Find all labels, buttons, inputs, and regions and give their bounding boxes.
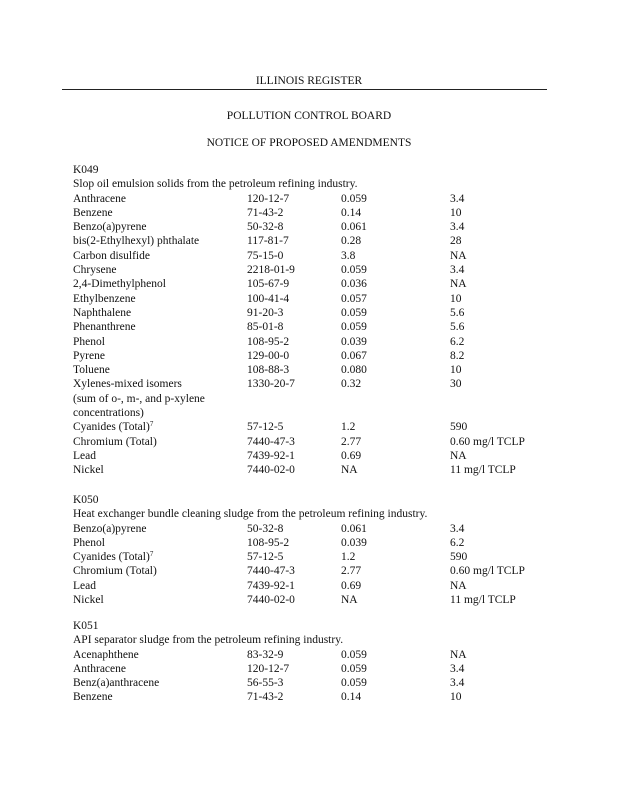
cas-number	[247, 306, 283, 320]
table-row	[73, 277, 553, 291]
constituent-name-text: Chrysene	[73, 264, 117, 277]
nonwastewater-standard	[450, 449, 467, 463]
constituent-name-text: Cyanides (Total)	[73, 421, 150, 434]
wastewater-standard-text: 0.039	[341, 536, 367, 549]
footnote-marker: 7	[149, 420, 154, 429]
nonwastewater-standard	[450, 234, 462, 248]
cas-number	[247, 579, 295, 593]
nonwastewater-standard-text: 3.4	[450, 662, 465, 675]
section-k049	[73, 163, 553, 478]
constituent-name-text: concentrations)	[73, 407, 144, 420]
header-rule	[62, 89, 547, 90]
cas-number	[247, 249, 283, 263]
constituent-name	[73, 690, 113, 704]
wastewater-standard-text: 0.039	[341, 335, 367, 348]
constituent-name-text: Chromium (Total)	[73, 565, 157, 578]
wastewater-standard	[341, 536, 367, 550]
constituent-name-text: Acenaphthene	[73, 648, 139, 661]
nonwastewater-standard-text: 3.4	[450, 264, 465, 277]
cas-number	[247, 522, 283, 536]
table-row	[73, 522, 553, 536]
cas-number	[247, 420, 283, 434]
nonwastewater-standard-text: 3.4	[450, 192, 465, 205]
cas-number	[247, 690, 283, 704]
nonwastewater-standard-text: 5.6	[450, 321, 465, 334]
wastewater-standard	[341, 349, 367, 363]
nonwastewater-standard-text: 3.4	[450, 221, 465, 234]
constituent-name	[73, 320, 136, 334]
wastewater-standard-text: 0.14	[341, 206, 362, 219]
constituent-name-text: (sum of o-, m-, and p-xylene	[73, 392, 205, 405]
cas-number	[247, 662, 289, 676]
wastewater-standard	[341, 320, 367, 334]
wastewater-standard-text: 0.32	[341, 378, 362, 391]
constituent-name-text: 2,4-Dimethylphenol	[73, 278, 166, 291]
nonwastewater-standard-text: 11 mg/l TCLP	[450, 464, 516, 477]
constituent-name	[73, 662, 126, 676]
cas-number-text: 108-88-3	[247, 364, 290, 377]
section-k051	[73, 619, 553, 705]
wastewater-standard	[341, 690, 361, 704]
constituent-name	[73, 593, 104, 607]
wastewater-standard-text: NA	[341, 594, 358, 607]
table-row	[73, 363, 553, 377]
table-row	[73, 449, 553, 463]
constituent-name-text: Anthracene	[73, 662, 126, 675]
table-row	[73, 564, 553, 578]
cas-number	[247, 206, 283, 220]
table-row	[73, 335, 553, 349]
cas-number-text: 7439-92-1	[247, 579, 295, 592]
wastewater-standard-text: 0.059	[341, 192, 367, 205]
cas-number-text: 7440-47-3	[247, 565, 295, 578]
nonwastewater-standard-text: NA	[450, 249, 467, 262]
constituent-name	[73, 306, 131, 320]
nonwastewater-standard-text: NA	[450, 449, 467, 462]
constituent-name	[73, 449, 96, 463]
wastewater-standard-text: 0.080	[341, 364, 367, 377]
nonwastewater-standard	[450, 690, 462, 704]
cas-number	[247, 676, 283, 690]
wastewater-standard	[341, 463, 358, 477]
cas-number-text: 100-41-4	[247, 292, 290, 305]
constituent-name	[73, 648, 139, 662]
wastewater-standard-text: 0.061	[341, 522, 367, 535]
constituent-name	[73, 292, 136, 306]
nonwastewater-standard-text: 590	[450, 421, 468, 434]
constituent-name	[73, 192, 126, 206]
cas-number-text: 108-95-2	[247, 536, 290, 549]
nonwastewater-standard-text: 11 mg/l TCLP	[450, 594, 516, 607]
wastewater-standard-text: 0.059	[341, 648, 367, 661]
cas-number-text: 2218-01-9	[247, 264, 295, 277]
nonwastewater-standard	[450, 662, 464, 676]
waste-code: K050	[73, 494, 99, 506]
nonwastewater-standard-text: 10	[450, 691, 462, 704]
wastewater-standard	[341, 263, 367, 277]
constituent-name	[73, 406, 144, 420]
cas-number	[247, 648, 283, 662]
nonwastewater-standard-text: 30	[450, 378, 462, 391]
wastewater-standard	[341, 206, 361, 220]
wastewater-standard	[341, 377, 361, 391]
wastewater-standard-text: 1.2	[341, 551, 356, 564]
constituent-name	[73, 463, 104, 477]
constituent-name	[73, 363, 110, 377]
constituent-name-text: Benz(a)anthracene	[73, 677, 160, 690]
cas-number-text: 120-12-7	[247, 192, 290, 205]
nonwastewater-standard-text: 0.60 mg/l TCLP	[450, 435, 525, 448]
constituent-name-text: Phenol	[73, 335, 105, 348]
constituent-name	[73, 377, 182, 391]
wastewater-standard	[341, 335, 367, 349]
table-row	[73, 263, 553, 277]
wastewater-standard	[341, 662, 367, 676]
constituent-name-text: Benzo(a)pyrene	[73, 221, 147, 234]
wastewater-standard-text: 0.067	[341, 349, 367, 362]
nonwastewater-standard-text: 6.2	[450, 536, 465, 549]
constituent-name	[73, 234, 199, 248]
board-title: POLLUTION CONTROL BOARD	[226, 110, 392, 122]
constituent-name	[73, 206, 113, 220]
nonwastewater-standard	[450, 676, 464, 690]
nonwastewater-standard-text: 5.6	[450, 306, 465, 319]
nonwastewater-standard	[450, 335, 464, 349]
cas-number	[247, 564, 295, 578]
wastewater-standard	[341, 306, 367, 320]
constituent-name-text: Lead	[73, 449, 96, 462]
cas-number	[247, 192, 289, 206]
constituent-name-text: Cyanides (Total)	[73, 551, 150, 564]
cas-number	[247, 593, 295, 607]
wastewater-standard	[341, 363, 367, 377]
wastewater-standard-text: 0.28	[341, 235, 362, 248]
constituent-name-text: Toluene	[73, 364, 110, 377]
waste-code: K051	[73, 620, 99, 632]
constituent-name	[73, 249, 150, 263]
constituent-name-text: bis(2-Ethylhexyl) phthalate	[73, 235, 200, 248]
nonwastewater-standard-text: NA	[450, 648, 467, 661]
cas-number-text: 7440-02-0	[247, 594, 295, 607]
wastewater-standard	[341, 292, 367, 306]
table-row	[73, 648, 553, 662]
nonwastewater-standard	[450, 306, 464, 320]
nonwastewater-standard	[450, 593, 516, 607]
cas-number-text: 117-81-7	[247, 235, 289, 248]
nonwastewater-standard	[450, 220, 464, 234]
wastewater-standard-text: 2.77	[341, 565, 362, 578]
table-row	[73, 406, 553, 420]
constituent-name-text: Xylenes-mixed isomers	[73, 378, 182, 391]
nonwastewater-standard	[450, 349, 464, 363]
cas-number-text: 129-00-0	[247, 349, 290, 362]
wastewater-standard-text: 3.8	[341, 249, 356, 262]
constituent-name-text: Nickel	[73, 464, 104, 477]
nonwastewater-standard	[450, 249, 467, 263]
nonwastewater-standard-text: NA	[450, 579, 467, 592]
constituent-name	[73, 564, 157, 578]
table-row	[73, 420, 553, 434]
constituent-name	[73, 349, 105, 363]
constituent-name	[73, 676, 159, 690]
wastewater-standard	[341, 220, 367, 234]
constituent-name	[73, 536, 105, 550]
constituent-name	[73, 420, 153, 434]
cas-number	[247, 449, 295, 463]
constituent-name-text: Nickel	[73, 594, 104, 607]
wastewater-standard	[341, 676, 367, 690]
table-row	[73, 192, 553, 206]
cas-number-text: 50-32-8	[247, 221, 284, 234]
cas-number-text: 75-15-0	[247, 249, 284, 262]
nonwastewater-standard	[450, 536, 464, 550]
wastewater-standard-text: 0.061	[341, 221, 367, 234]
constituent-name	[73, 579, 96, 593]
register-title: ILLINOIS REGISTER	[255, 75, 363, 87]
constituent-name-text: Pyrene	[73, 349, 105, 362]
constituent-name-text: Ethylbenzene	[73, 292, 136, 305]
cas-number	[247, 277, 289, 291]
wastewater-standard	[341, 192, 367, 206]
constituent-name-text: Benzene	[73, 691, 113, 704]
cas-number	[247, 220, 283, 234]
nonwastewater-standard-text: 3.4	[450, 677, 465, 690]
nonwastewater-standard-text: 590	[450, 551, 468, 564]
table-row	[73, 249, 553, 263]
cas-number-text: 83-32-9	[247, 648, 284, 661]
table-row	[73, 435, 553, 449]
waste-description: Heat exchanger bundle cleaning sludge from the petroleum refining industry.	[73, 508, 428, 521]
wastewater-standard	[341, 564, 361, 578]
nonwastewater-standard	[450, 648, 467, 662]
wastewater-standard-text: 0.059	[341, 677, 367, 690]
constituent-name	[73, 263, 116, 277]
section-k050	[73, 493, 553, 607]
wastewater-standard-text: 0.059	[341, 264, 367, 277]
constituent-name	[73, 220, 146, 234]
nonwastewater-standard-text: 8.2	[450, 349, 465, 362]
cas-number	[247, 463, 295, 477]
constituent-name-text: Carbon disulfide	[73, 249, 150, 262]
cas-number-text: 1330-20-7	[247, 378, 295, 391]
nonwastewater-standard-text: 3.4	[450, 522, 465, 535]
table-row	[73, 349, 553, 363]
constituent-name	[73, 522, 146, 536]
cas-number-text: 105-67-9	[247, 278, 290, 291]
footnote-marker: 7	[149, 550, 154, 559]
constituent-name-text: Lead	[73, 579, 96, 592]
nonwastewater-standard-text: 10	[450, 206, 462, 219]
wastewater-standard-text: 0.69	[341, 449, 362, 462]
cas-number-text: 71-43-2	[247, 206, 284, 219]
wastewater-standard-text: 0.059	[341, 662, 367, 675]
nonwastewater-standard	[450, 206, 462, 220]
constituent-name	[73, 335, 105, 349]
wastewater-standard-text: 0.057	[341, 292, 367, 305]
cas-number-text: 91-20-3	[247, 306, 284, 319]
wastewater-standard	[341, 435, 361, 449]
cas-number	[247, 292, 289, 306]
wastewater-standard	[341, 277, 367, 291]
wastewater-standard	[341, 449, 361, 463]
cas-number	[247, 335, 289, 349]
constituent-name-text: Anthracene	[73, 192, 126, 205]
nonwastewater-standard-text: NA	[450, 278, 467, 291]
cas-number	[247, 377, 295, 391]
cas-number	[247, 320, 283, 334]
nonwastewater-standard-text: 10	[450, 292, 462, 305]
nonwastewater-standard-text: 6.2	[450, 335, 465, 348]
nonwastewater-standard-text: 10	[450, 364, 462, 377]
waste-description: Slop oil emulsion solids from the petroleum refining industry.	[73, 178, 358, 191]
wastewater-standard-text: 2.77	[341, 435, 362, 448]
constituent-name	[73, 277, 166, 291]
cas-number-text: 7439-92-1	[247, 449, 295, 462]
table-row	[73, 320, 553, 334]
cas-number	[247, 349, 289, 363]
table-row	[73, 690, 553, 704]
cas-number	[247, 550, 283, 564]
wastewater-standard	[341, 420, 355, 434]
notice-title: NOTICE OF PROPOSED AMENDMENTS	[206, 137, 412, 149]
waste-code: K049	[73, 164, 99, 176]
cas-number-text: 57-12-5	[247, 421, 284, 434]
wastewater-standard	[341, 550, 355, 564]
nonwastewater-standard	[450, 579, 467, 593]
cas-number	[247, 234, 289, 248]
constituent-name	[73, 392, 205, 406]
cas-number	[247, 263, 295, 277]
nonwastewater-standard	[450, 192, 464, 206]
nonwastewater-standard	[450, 564, 525, 578]
nonwastewater-standard	[450, 463, 516, 477]
wastewater-standard	[341, 579, 361, 593]
table-row	[73, 662, 553, 676]
cas-number	[247, 536, 289, 550]
wastewater-standard-text: 0.059	[341, 321, 367, 334]
cas-number-text: 7440-02-0	[247, 464, 295, 477]
nonwastewater-standard	[450, 522, 464, 536]
table-row	[73, 377, 553, 391]
nonwastewater-standard	[450, 363, 462, 377]
constituent-name-text: Benzo(a)pyrene	[73, 522, 147, 535]
table-row	[73, 536, 553, 550]
nonwastewater-standard	[450, 550, 467, 564]
table-row	[73, 220, 553, 234]
table-row	[73, 579, 553, 593]
nonwastewater-standard	[450, 320, 464, 334]
constituent-name-text: Naphthalene	[73, 306, 132, 319]
nonwastewater-standard	[450, 435, 525, 449]
constituent-name-text: Phenol	[73, 536, 105, 549]
wastewater-standard	[341, 648, 367, 662]
wastewater-standard-text: 0.059	[341, 306, 367, 319]
cas-number-text: 85-01-8	[247, 321, 284, 334]
wastewater-standard-text: NA	[341, 464, 358, 477]
cas-number	[247, 435, 295, 449]
wastewater-standard	[341, 593, 358, 607]
wastewater-standard-text: 0.036	[341, 278, 367, 291]
table-row	[73, 463, 553, 477]
cas-number-text: 57-12-5	[247, 551, 284, 564]
table-row	[73, 593, 553, 607]
cas-number-text: 108-95-2	[247, 335, 290, 348]
nonwastewater-standard-text: 28	[450, 235, 462, 248]
table-row	[73, 392, 553, 406]
table-row	[73, 676, 553, 690]
table-row	[73, 550, 553, 564]
cas-number-text: 120-12-7	[247, 662, 290, 675]
table-row	[73, 306, 553, 320]
nonwastewater-standard	[450, 292, 462, 306]
wastewater-standard-text: 0.14	[341, 691, 362, 704]
table-row	[73, 234, 553, 248]
wastewater-standard-text: 1.2	[341, 421, 356, 434]
wastewater-standard	[341, 234, 361, 248]
nonwastewater-standard	[450, 263, 464, 277]
nonwastewater-standard	[450, 377, 462, 391]
constituent-name	[73, 550, 153, 564]
nonwastewater-standard	[450, 277, 467, 291]
cas-number-text: 56-55-3	[247, 677, 284, 690]
constituent-name-text: Chromium (Total)	[73, 435, 157, 448]
constituent-name	[73, 435, 157, 449]
waste-description: API separator sludge from the petroleum refining industry.	[73, 634, 344, 647]
constituent-name-text: Benzene	[73, 206, 113, 219]
nonwastewater-standard	[450, 420, 467, 434]
table-row	[73, 292, 553, 306]
cas-number	[247, 363, 289, 377]
wastewater-standard	[341, 522, 367, 536]
cas-number-text: 50-32-8	[247, 522, 284, 535]
table-row	[73, 206, 553, 220]
cas-number-text: 7440-47-3	[247, 435, 295, 448]
nonwastewater-standard-text: 0.60 mg/l TCLP	[450, 565, 525, 578]
wastewater-standard	[341, 249, 355, 263]
cas-number-text: 71-43-2	[247, 691, 284, 704]
constituent-name-text: Phenanthrene	[73, 321, 136, 334]
wastewater-standard-text: 0.69	[341, 579, 362, 592]
